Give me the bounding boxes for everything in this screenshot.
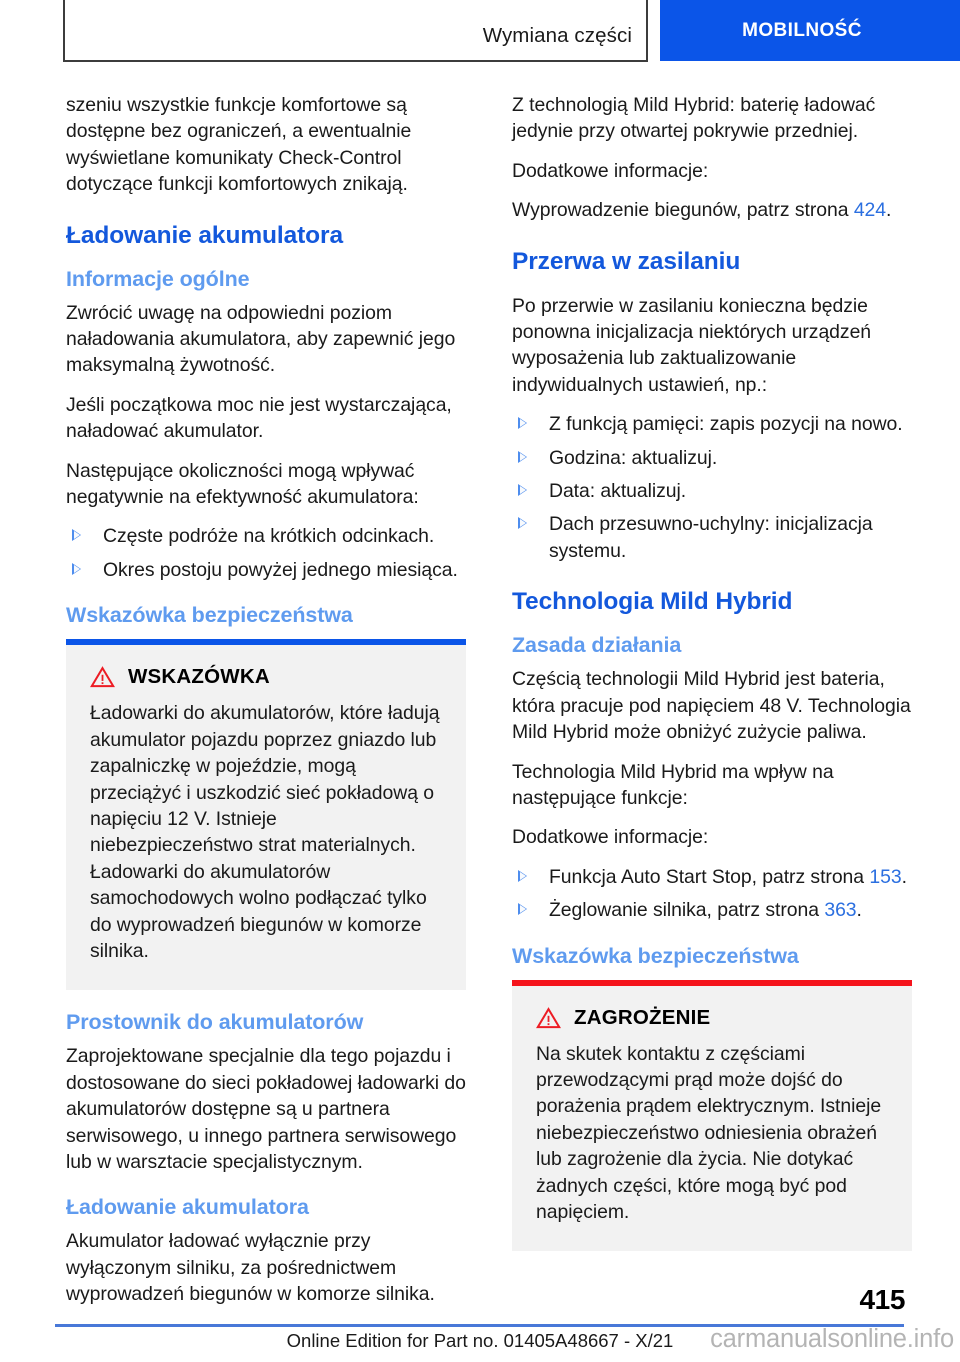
principle-paragraph-2: Technologia Mild Hybrid ma wpływ na następujące funkcje:: [512, 760, 834, 809]
triangle-bullet-icon: [518, 484, 527, 496]
rectifier-paragraph-1: Zaprojektowane specjalnie dla tego pojazdu i dostosowane do sieci pokładowej ładowarki do akumulatorów dostępne są u partnera serwisowego, u innego partnera serwisowego lub w warsztacie specjalistycznym.: [66, 1045, 466, 1173]
warning-panel-body: [512, 986, 912, 1252]
principle-bullet-list: [512, 864, 912, 924]
poles-crossreference-period: .: [886, 199, 892, 222]
header-title-box: [63, 0, 648, 62]
right-column: [512, 92, 912, 1257]
list-item: [512, 511, 912, 564]
triangle-bullet-icon: [518, 517, 527, 529]
page-reference-link[interactable]: 153: [869, 865, 902, 888]
triangle-bullet-icon: [518, 903, 527, 915]
heading-przerwa-w-zasilaniu: Przerwa w zasilaniu: [512, 247, 741, 275]
list-item-period: .: [856, 899, 862, 922]
principle-more-info-label: Dodatkowe informacje:: [512, 826, 709, 849]
triangle-bullet-icon: [518, 870, 527, 882]
list-item-label: Godzina: aktualizuj.: [549, 446, 718, 469]
left-column: [66, 92, 466, 1308]
mild-hybrid-paragraph: Z technologią Mild Hybrid: baterię ładować jedynie przy otwartej pokrywie przedniej.: [512, 94, 876, 143]
page-footer: [0, 1282, 960, 1362]
general-paragraph-1: Zwrócić uwagę na odpowiedni poziom naładowania akumulatora, aby zapewnić jego maksymalną żywotność.: [66, 301, 456, 377]
heading-zasada-dzialania: Zasada działania: [512, 633, 682, 658]
list-item-label: Żeglowanie silnika, patrz strona: [549, 899, 825, 922]
list-item: [512, 478, 912, 504]
header-section-title: Wymiana części: [482, 24, 632, 47]
list-item-label: Funkcja Auto Start Stop, patrz strona: [549, 865, 870, 888]
warning-panel-text: Ładowarki do akumulatorów, które ładują akumulator pojazdu poprzez gniazdo lub zapalniczkę w pojeździe, mogą przeciążyć i uszkodzić sieć pokładową o napięciu 12 V. Istnieje niebezpieczeństwo strat materialnych. Ładowarki do akumulatorów samochodowych wolno podłączać tylko do wyprowadzeń biegunów w komorze silnika.: [90, 702, 440, 962]
poles-crossreference-text: Wyprowadzenie biegunów, patrz strona: [512, 199, 854, 222]
more-info-label: Dodatkowe informacje:: [512, 159, 709, 182]
heading-wskazowka-bezpieczenstwa-left: Wskazówka bezpieczeństwa: [66, 603, 353, 628]
list-item: [66, 557, 466, 583]
list-item: [512, 864, 912, 890]
warning-triangle-icon: [536, 1007, 561, 1029]
list-item-label: Z funkcją pamięci: zapis pozycji na nowo.: [549, 413, 903, 436]
heading-ladowanie-akumulatora-sub: Ładowanie akumulatora: [66, 1195, 309, 1220]
warning-panel-label: WSKAZÓWKA: [128, 665, 270, 689]
triangle-bullet-icon: [518, 417, 527, 429]
warning-panel-body: [66, 645, 466, 990]
warning-panel-danger: [512, 980, 912, 1252]
list-item-period: .: [901, 865, 907, 888]
heading-ladowanie-akumulatora: Ładowanie akumulatora: [66, 221, 343, 249]
triangle-bullet-icon: [72, 563, 81, 575]
list-item: [66, 523, 466, 549]
power-cut-bullet-list: [512, 411, 912, 564]
page-reference-link[interactable]: 424: [853, 199, 887, 222]
page-reference-link[interactable]: 363: [824, 899, 857, 922]
charging-paragraph-1: Akumulator ładować wyłącznie przy wyłączonym silniku, za pośrednictwem wyprowadzeń biegunów w komorze silnika.: [66, 1230, 435, 1306]
footer-watermark: carmanualsonline.info: [710, 1325, 954, 1353]
list-item-label: Okres postoju powyżej jednego miesiąca.: [103, 558, 458, 581]
warning-panel-header: [90, 665, 442, 689]
page-number: 415: [859, 1284, 905, 1315]
page-header: [0, 0, 960, 63]
list-item-label: Data: aktualizuj.: [549, 480, 687, 503]
warning-panel-text: Na skutek kontaktu z częściami przewodzącymi prąd może dojść do porażenia prądem elektrycznym. Istnieje niebezpieczeństwo odniesienia obrażeń lub zagrożenie dla życia. Nie dotykać żadnych części, które mogą być pod napięciem.: [536, 1042, 882, 1223]
heading-informacje-ogolne: Informacje ogólne: [66, 266, 250, 291]
poles-crossreference: [512, 197, 912, 223]
power-cut-paragraph-1: Po przerwie w zasilaniu konieczna będzie ponowna inicjalizacja niektórych urządzeń wyposażenia lub zaktualizowanie indywidualnych ustawień, np.:: [512, 294, 872, 396]
heading-technologia-mild-hybrid: Technologia Mild Hybrid: [512, 588, 793, 616]
warning-triangle-icon: [90, 666, 115, 688]
list-item: [512, 411, 912, 437]
warning-panel-label: ZAGROŻENIE: [574, 1005, 711, 1029]
triangle-bullet-icon: [72, 529, 81, 541]
principle-paragraph-1: Częścią technologii Mild Hybrid jest bateria, która pracuje pod napięciem 48 V. Technologia Mild Hybrid może obniżyć zużycie paliwa.: [512, 668, 911, 744]
header-chapter-tab: [660, 0, 960, 61]
general-bullet-list: [66, 523, 466, 583]
list-item: [512, 445, 912, 471]
heading-prostownik-do-akumulatorow: Prostownik do akumulatorów: [66, 1010, 364, 1035]
list-item-label: Dach przesuwno-uchylny: inicjalizacja systemu.: [549, 513, 873, 562]
triangle-bullet-icon: [518, 451, 527, 463]
general-paragraph-2: Jeśli początkowa moc nie jest wystarczająca, naładować akumulator.: [66, 393, 452, 443]
warning-panel-header: [536, 1006, 888, 1030]
list-item: [512, 897, 912, 923]
general-paragraph-3: Następujące okoliczności mogą wpływać negatywnie na efektywność akumulatora:: [66, 459, 419, 509]
header-chapter-tab-label: MOBILNOŚĆ: [742, 19, 862, 41]
warning-panel-notice: [66, 639, 466, 990]
list-item-label: Częste podróże na krótkich odcinkach.: [103, 525, 435, 548]
intro-paragraph: szeniu wszystkie funkcje komfortowe są dostępne bez ograniczeń, a ewentualnie wyświetlane komunikaty Check-Control dotyczące funkcji komfortowych znikają.: [66, 94, 412, 196]
heading-wskazowka-bezpieczenstwa-right: Wskazówka bezpieczeństwa: [512, 943, 799, 968]
footer-edition-text: Online Edition for Part no. 01405A48667 - X/21: [286, 1330, 674, 1351]
